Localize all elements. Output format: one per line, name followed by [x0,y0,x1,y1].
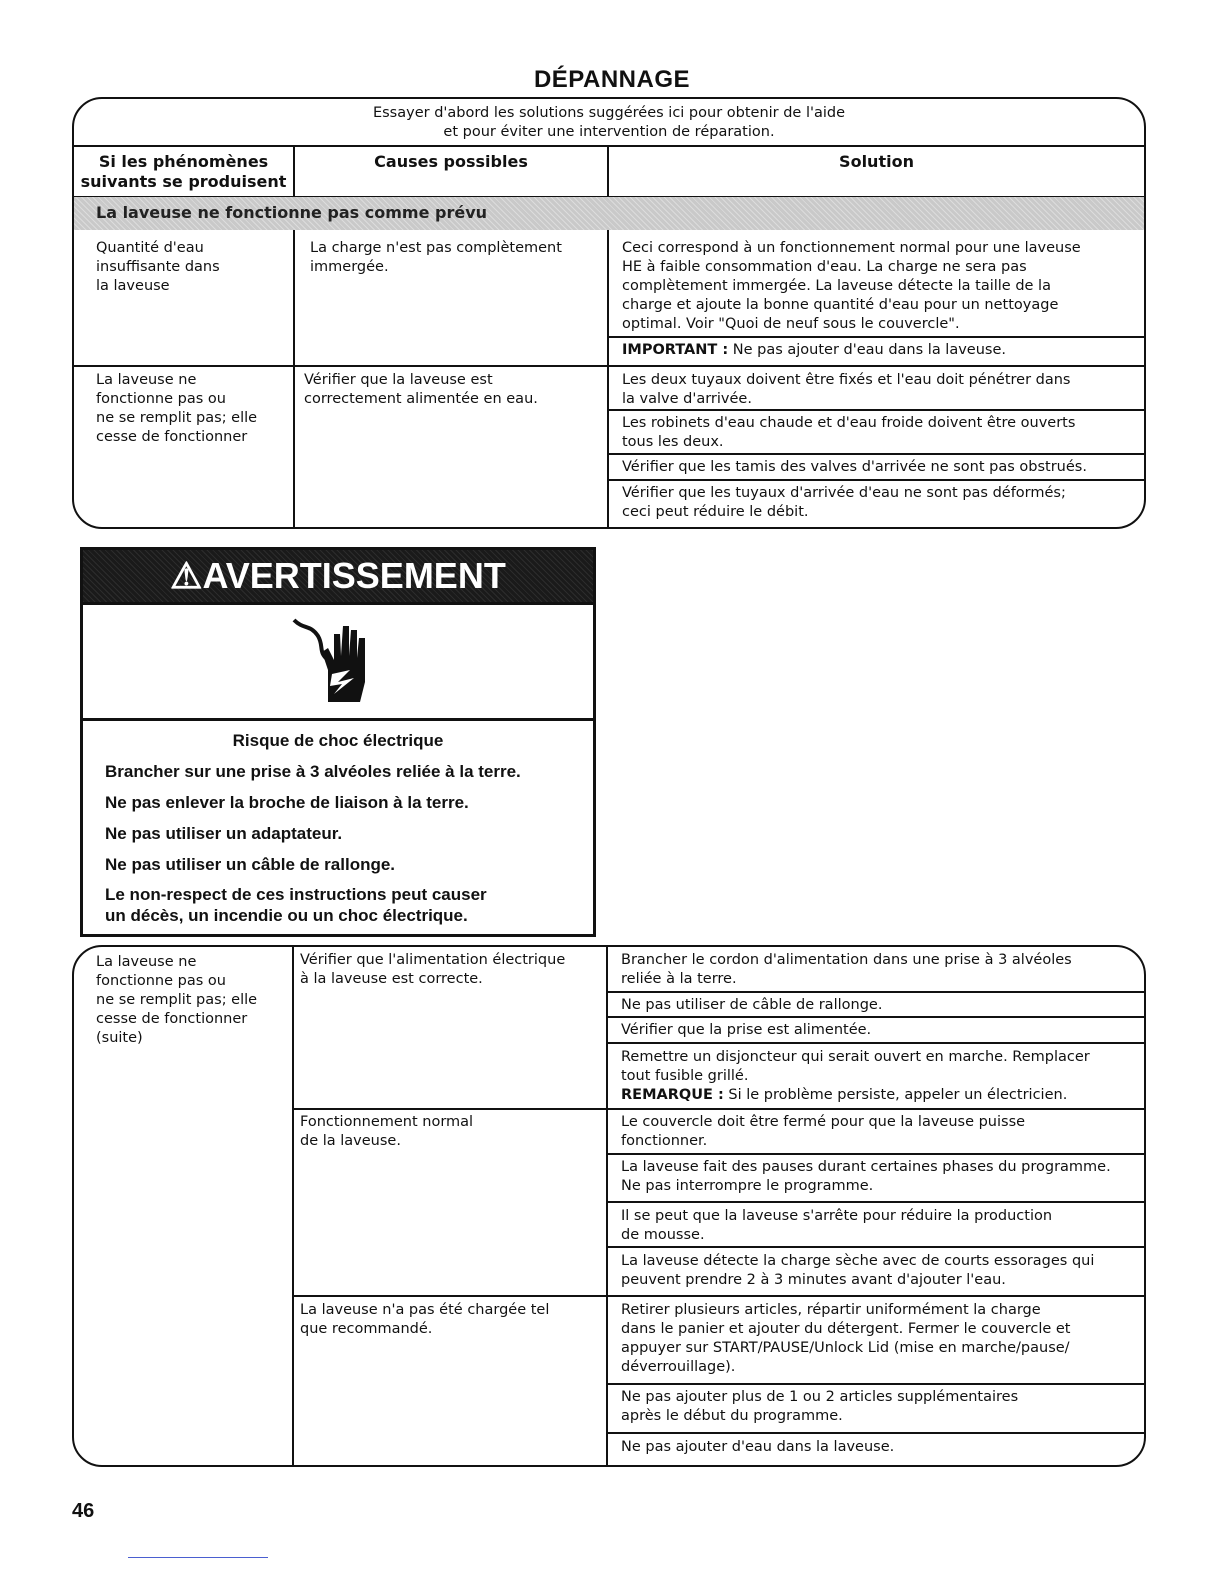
remarque-text: Si le problème persiste, appeler un électricien. [723,1087,1068,1103]
warning-box [80,547,596,937]
divider [609,453,1144,455]
row2-solution-2: Les robinets d'eau chaude et d'eau froide doivent être ouverts tous les deux. [622,415,1076,450]
warning-line-5: Le non-respect de ces instructions peut causer un décès, un incendie ou un choc électrique. [105,885,487,925]
page-number: 46 [72,1500,95,1522]
warning-risk: Risque de choc électrique [232,731,444,750]
row1-symptom: Quantité d'eau insuffisante dans la laveuse [96,240,220,294]
row1-solution: Ceci correspond à un fonctionnement normal pour une laveuse HE à faible consommation d'eau. La charge ne sera pas complètement immergée. La laveuse détecte la taille de la charge et ajoute la bonne quantité d'eau pour un nettoyage optimal. Voir "Quoi de neuf sous le couvercle". [622,240,1081,332]
row3-cause-a: Vérifier que l'alimentation électrique à la laveuse est correcte. [300,952,566,987]
warning-heading: ⚠AVERTISSEMENT [83,550,593,602]
divider [609,336,1144,338]
row3-solution-b3: Il se peut que la laveuse s'arrête pour réduire la production de mousse. [621,1208,1053,1243]
column-divider [292,947,294,1465]
footer-rule [128,1557,268,1558]
row3-solution-a3: Vérifier que la prise est alimentée. [621,1022,872,1038]
section-band [74,197,1144,230]
divider [74,365,1144,367]
divider [608,1246,1144,1248]
row3-cause-b: Fonctionnement normal de la laveuse. [300,1114,474,1149]
divider [608,1016,1144,1018]
divider [294,1108,1144,1110]
row3-solution-a4: Remettre un disjoncteur qui serait ouvert en marche. Remplacer tout fusible grillé. [621,1049,1090,1084]
divider [294,1295,1144,1297]
remarque-label: REMARQUE : [621,1087,724,1103]
row3-remarque [621,1086,1067,1105]
row2-solution-1: Les deux tuyaux doivent être fixés et l'eau doit pénétrer dans la valve d'arrivée. [622,372,1071,407]
divider [608,1383,1144,1385]
row2-solution-3: Vérifier que les tamis des valves d'arrivée ne sont pas obstrués. [622,459,1087,475]
divider [609,409,1144,411]
row2-solution-4: Vérifier que les tuyaux d'arrivée d'eau ne sont pas déformés; ceci peut réduire le débit. [622,485,1066,520]
warning-line-3: Ne pas utiliser un adaptateur. [105,824,343,843]
row3-solution-c3: Ne pas ajouter d'eau dans la laveuse. [621,1439,895,1455]
intro-text: Essayer d'abord les solutions suggérées ici pour obtenir de l'aide et pour éviter une intervention de réparation. [372,105,846,140]
header-causes: Causes possibles [374,152,528,171]
important-label: IMPORTANT : [622,342,729,358]
divider [608,1153,1144,1155]
row3-solution-c1: Retirer plusieurs articles, répartir uniformément la charge dans le panier et ajouter du détergent. Fermer le couvercle et appuyer sur START/PAUSE/Unlock Lid (mise en marche/pause/ déverrouillage). [621,1302,1071,1375]
row2-symptom: La laveuse ne fonctionne pas ou ne se remplit pas; elle cesse de fonctionner [96,372,258,445]
header-solution: Solution [839,152,914,171]
divider [83,718,593,721]
warning-line-4: Ne pas utiliser un câble de rallonge. [105,855,396,874]
row3-solution-a1: Brancher le cordon d'alimentation dans une prise à 3 alvéoles reliée à la terre. [621,952,1072,987]
row3-solution-b2: La laveuse fait des pauses durant certaines phases du programme. Ne pas interrompre le programme. [621,1159,1111,1194]
divider [83,602,593,605]
row3-cause-c: La laveuse n'a pas été chargée tel que recommandé. [300,1302,550,1337]
divider [608,1432,1144,1434]
row1-important [622,341,1006,360]
row1-cause: La charge n'est pas complètement immergée. [310,240,562,275]
warning-line-2: Ne pas enlever la broche de liaison à la terre. [105,793,469,812]
divider [608,1042,1144,1044]
row3-solution-a2: Ne pas utiliser de câble de rallonge. [621,997,883,1013]
electric-shock-hand-icon [288,612,388,712]
divider [74,145,1144,147]
divider [608,991,1144,993]
section-band-label: La laveuse ne fonctionne pas comme prévu [96,203,488,222]
row2-cause: Vérifier que la laveuse est correctement alimentée en eau. [304,372,538,407]
row3-solution-c2: Ne pas ajouter plus de 1 ou 2 articles supplémentaires après le début du programme. [621,1389,1019,1424]
header-symptoms: Si les phénomènes suivants se produisent [80,152,287,191]
page-title: DÉPANNAGE [533,66,691,93]
warning-line-1: Brancher sur une prise à 3 alvéoles reliée à la terre. [105,762,521,781]
row3-symptom: La laveuse ne fonctionne pas ou ne se remplit pas; elle cesse de fonctionner (suite) [96,954,258,1046]
column-divider [606,947,608,1465]
important-text: Ne pas ajouter d'eau dans la laveuse. [728,342,1006,358]
row3-solution-b4: La laveuse détecte la charge sèche avec de courts essorages qui peuvent prendre 2 à 3 minutes avant d'ajouter l'eau. [621,1253,1095,1288]
row3-solution-b1: Le couvercle doit être fermé pour que la laveuse puisse fonctionner. [621,1114,1026,1149]
divider [609,479,1144,481]
divider [608,1201,1144,1203]
